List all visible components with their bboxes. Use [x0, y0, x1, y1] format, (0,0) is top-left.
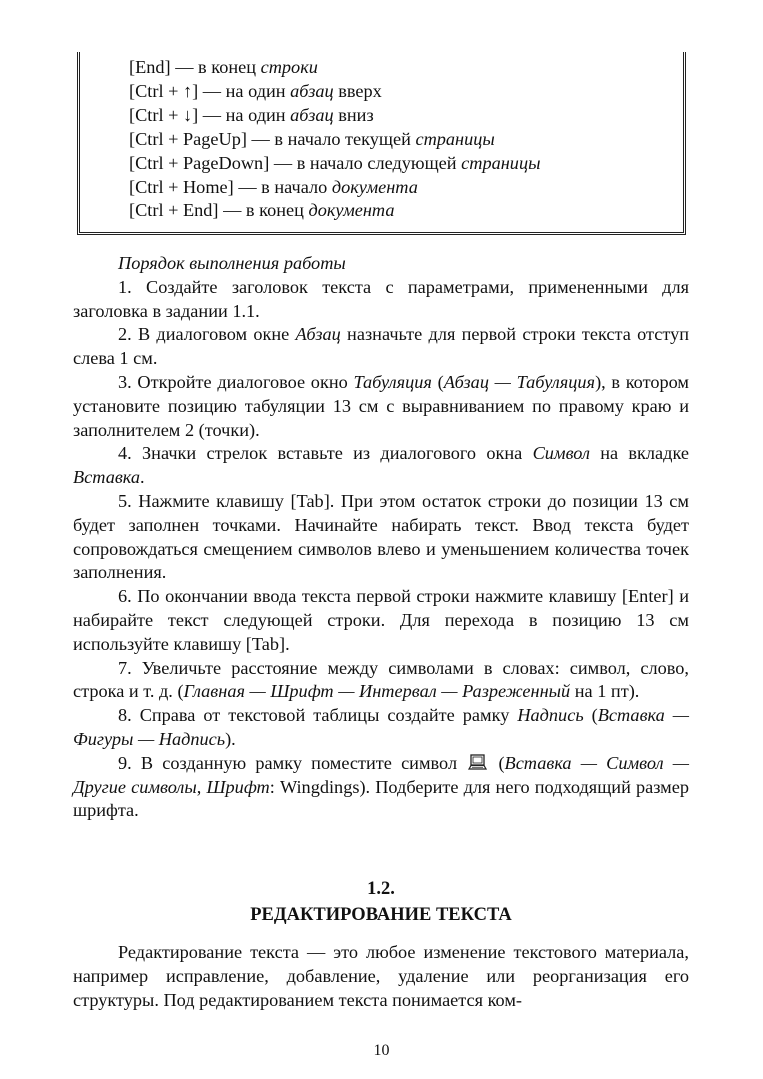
step-9: 9. В созданную рамку поместите символ (Вставка — Символ — Другие символы, Шрифт: Wingdings). Подберите для него подходящий размер шрифта. [73, 752, 689, 821]
step-6: 6. По окончании ввода текста первой строки нажмите клавишу [Enter] и набирайте текст следующей строки. Для перехода в позицию 13 см используйте клавишу [Tab]. [73, 586, 689, 654]
step-2: 2. В диалоговом окне Абзац назначьте для первой строки текста отступ слева 1 см. [73, 324, 689, 369]
procedure-section [73, 252, 689, 823]
section-title: РЕДАКТИРОВАНИЕ ТЕКСТА [250, 905, 512, 925]
step-1: 1. Создайте заголовок текста с параметрами, примененными для заголовка в задании 1.1. [73, 276, 689, 321]
shortcut-list [129, 56, 540, 223]
laptop-icon [468, 754, 487, 771]
procedure-heading: Порядок выполнения работы [118, 253, 346, 273]
section-body [73, 941, 689, 1012]
page-number: 10 [373, 1042, 390, 1059]
shortcut-line: [Ctrl + Home] — в начало документа [129, 176, 418, 197]
shortcut-line: [Ctrl + ↓] — на один абзац вниз [129, 104, 374, 125]
shortcut-line: [Ctrl + PageDown] — в начало следующей страницы [129, 152, 541, 173]
step-5: 5. Нажмите клавишу [Tab]. При этом остаток строки до позиции 13 см будет заполнен точками. Начинайте набирать текст. Ввод текста будет сопровождаться смещением символов влево и уменьшением количества точек заполнения. [73, 490, 689, 583]
shortcut-line: [Ctrl + ↑] — на один абзац вверх [129, 80, 382, 101]
section-paragraph: Редактирование текста — это любое изменение текстового материала, например исправление, добавление, удаление или реорганизация его структуры. Под редактированием текста понимается ком- [73, 942, 689, 1010]
step-8: 8. Справа от текстовой таблицы создайте рамку Надпись (Вставка — Фигуры — Надпись). [73, 705, 689, 749]
step-4: 4. Значки стрелок вставьте из диалогового окна Символ на вкладке Вставка. [73, 443, 689, 488]
step-7: 7. Увеличьте расстояние между символами в словах: символ, слово, строка и т. д. (Главная — Шрифт — Интервал — Разреженный на 1 пт). [73, 657, 689, 702]
step-3: 3. Откройте диалоговое окно Табуляция (Абзац — Табуляция), в котором установите позицию табуляции 13 см с выравниванием по правому краю и заполнителем 2 (точки). [73, 371, 689, 440]
shortcut-line: [Ctrl + PageUp] — в начало текущей страницы [129, 128, 495, 149]
shortcut-line: [End] — в конец строки [129, 57, 318, 77]
shortcut-line: [Ctrl + End] — в конец документа [129, 200, 395, 221]
shortcut-table-box [77, 52, 686, 235]
section-number: 1.2. [367, 879, 395, 899]
